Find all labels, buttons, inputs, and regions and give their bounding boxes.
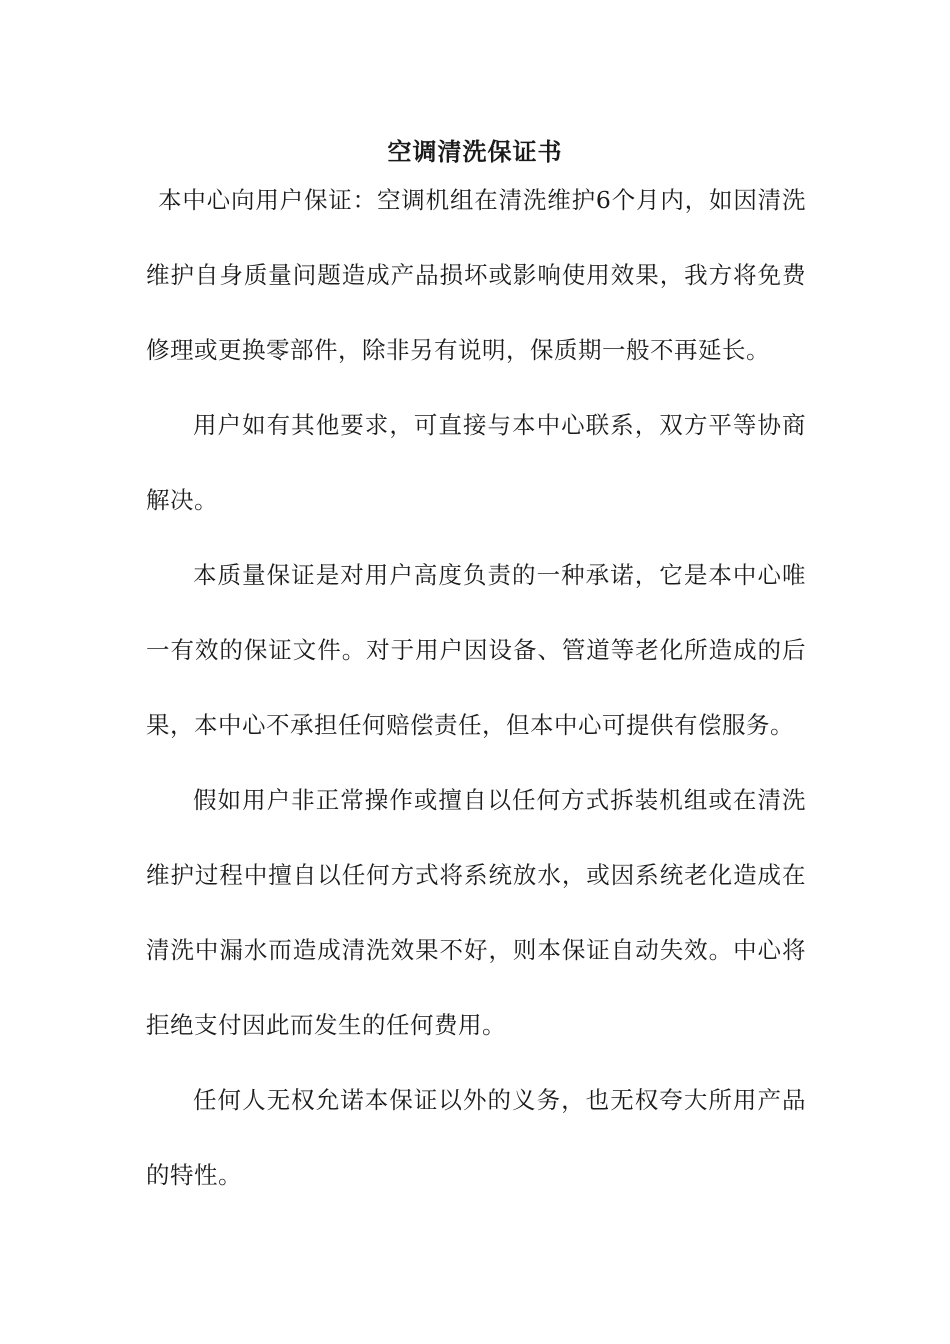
paragraph-no-other-obligations: 任何人无权允诺本保证以外的义务，也无权夸大所用产品的特性。 — [146, 1086, 806, 1189]
paragraph-void-conditions: 假如用户非正常操作或擅自以任何方式拆装机组或在清洗维护过程中擅自以任何方式将系统放水，或因系统老化造成在清洗中漏水而造成清洗效果不好，则本保证自动失效。中心将拒绝支付因此而发生的任何费用。 — [146, 786, 806, 1039]
document-title: 空调清洗保证书 — [387, 137, 563, 166]
paragraph-warranty-terms: 本中心向用户保证：空调机组在清洗维护6个月内，如因清洗维护自身质量问题造成产品损坏或影响使用效果，我方将免费修理或更换零部件，除非另有说明，保质期一般不再延长。 — [146, 186, 806, 364]
paragraph-commitment: 本质量保证是对用户高度负责的一种承诺，它是本中心唯一有效的保证文件。对于用户因设备、管道等老化所造成的后果，本中心不承担任何赔偿责任，但本中心可提供有偿服务。 — [146, 561, 806, 739]
paragraph-contact: 用户如有其他要求，可直接与本中心联系，双方平等协商解决。 — [146, 411, 806, 514]
